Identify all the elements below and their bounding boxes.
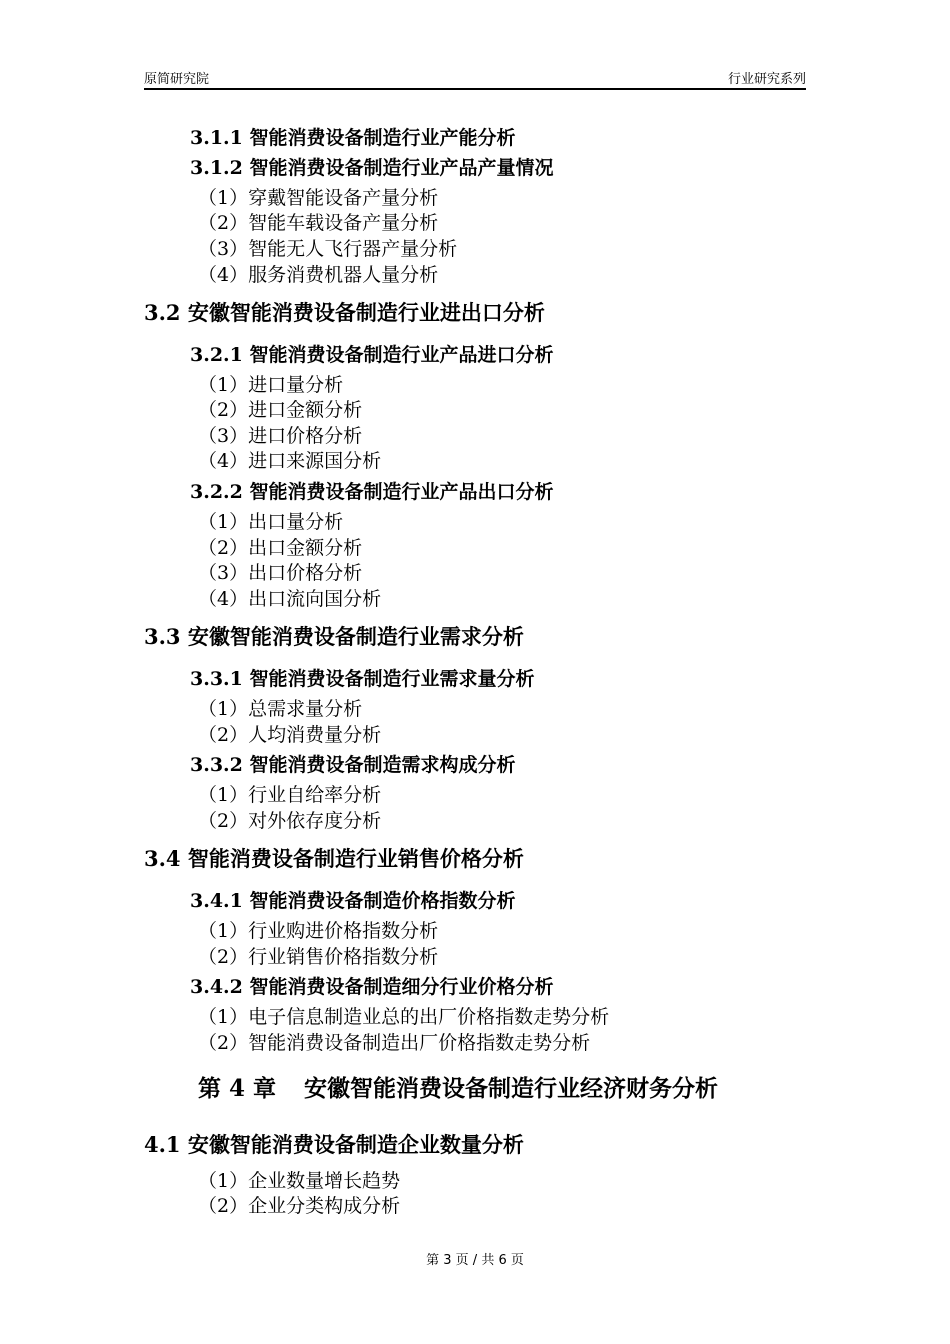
chapter-name: 安徽智能消费设备制造行业经济财务分析 bbox=[304, 1075, 719, 1102]
toc-heading-4-1: 4.1 安徽智能消费设备制造企业数量分析 bbox=[144, 1132, 524, 1157]
chapter-number: 第 4 章 bbox=[198, 1075, 277, 1102]
toc-item: （4）出口流向国分析 bbox=[198, 588, 382, 610]
toc-item: （3）出口价格分析 bbox=[198, 562, 363, 584]
toc-item: （2）进口金额分析 bbox=[198, 399, 363, 421]
header-org: 原简研究院 bbox=[144, 72, 210, 87]
toc-item: （1）企业数量增长趋势 bbox=[198, 1170, 401, 1192]
toc-item: （2）智能消费设备制造出厂价格指数走势分析 bbox=[198, 1032, 591, 1054]
toc-heading-3-2-1: 3.2.1 智能消费设备制造行业产品进口分析 bbox=[190, 344, 554, 366]
chapter-4-title bbox=[198, 1077, 718, 1100]
toc-heading-3-4: 3.4 智能消费设备制造行业销售价格分析 bbox=[144, 846, 524, 871]
page-header bbox=[144, 66, 806, 90]
toc-item: （1）电子信息制造业总的出厂价格指数走势分析 bbox=[198, 1006, 610, 1028]
toc-heading-3-2: 3.2 安徽智能消费设备制造行业进出口分析 bbox=[144, 300, 545, 325]
toc-heading-3-4-1: 3.4.1 智能消费设备制造价格指数分析 bbox=[190, 890, 516, 912]
toc-heading-3-1-1: 3.1.1 智能消费设备制造行业产能分析 bbox=[190, 127, 516, 149]
toc-item: （2）智能车载设备产量分析 bbox=[198, 212, 439, 234]
toc-item: （1）总需求量分析 bbox=[198, 698, 363, 720]
toc-heading-3-4-2: 3.4.2 智能消费设备制造细分行业价格分析 bbox=[190, 976, 554, 998]
toc-item: （1）穿戴智能设备产量分析 bbox=[198, 187, 439, 209]
toc-item: （2）企业分类构成分析 bbox=[198, 1195, 401, 1217]
toc-item: （2）人均消费量分析 bbox=[198, 724, 382, 746]
toc-item: （1）出口量分析 bbox=[198, 511, 344, 533]
toc-item: （1）行业自给率分析 bbox=[198, 784, 382, 806]
toc-item: （4）进口来源国分析 bbox=[198, 450, 382, 472]
toc-item: （2）对外依存度分析 bbox=[198, 810, 382, 832]
toc-item: （3）智能无人飞行器产量分析 bbox=[198, 238, 458, 260]
toc-item: （4）服务消费机器人量分析 bbox=[198, 264, 439, 286]
toc-heading-3-2-2: 3.2.2 智能消费设备制造行业产品出口分析 bbox=[190, 481, 554, 503]
toc-item: （1）进口量分析 bbox=[198, 374, 344, 396]
toc-item: （3）进口价格分析 bbox=[198, 425, 363, 447]
toc-item: （2）出口金额分析 bbox=[198, 537, 363, 559]
page-number: 第 3 页 / 共 6 页 bbox=[426, 1253, 524, 1268]
toc-item: （1）行业购进价格指数分析 bbox=[198, 920, 439, 942]
toc-heading-3-3-2: 3.3.2 智能消费设备制造需求构成分析 bbox=[190, 754, 516, 776]
header-series: 行业研究系列 bbox=[727, 72, 806, 87]
toc-heading-3-1-2: 3.1.2 智能消费设备制造行业产品产量情况 bbox=[190, 157, 554, 179]
toc-heading-3-3-1: 3.3.1 智能消费设备制造行业需求量分析 bbox=[190, 668, 535, 690]
toc-item: （2）行业销售价格指数分析 bbox=[198, 946, 439, 968]
toc-heading-3-3: 3.3 安徽智能消费设备制造行业需求分析 bbox=[144, 624, 524, 649]
